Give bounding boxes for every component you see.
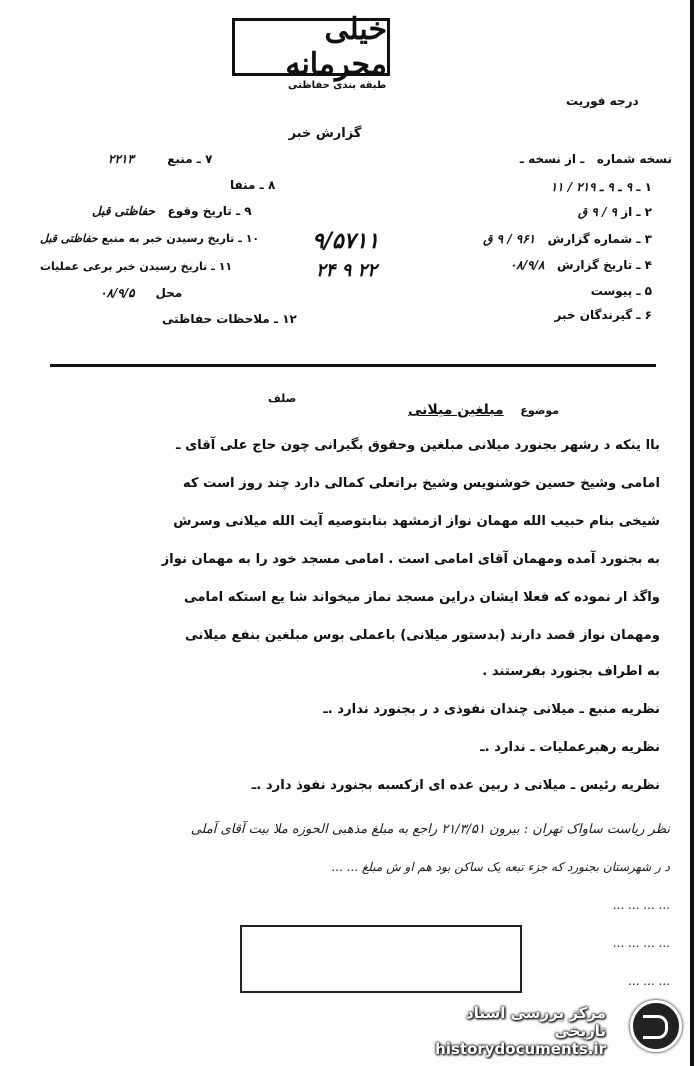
subject-side-note: صلف bbox=[268, 392, 297, 405]
field-2: ۲ ـ از ۹ / ۹ ق bbox=[577, 205, 652, 219]
handwritten-boxed-area bbox=[240, 925, 522, 993]
body-line-1: باا ینکه د رشهر بجنورد میلانی مبلغین وحقوق بگیرانی چون حاج علی آقای ـ bbox=[176, 438, 660, 453]
body-line-2: امامی وشیخ حسین خوشنویس وشیخ براتعلی کمالی دارد چند روز است که bbox=[182, 476, 660, 491]
body-line-4: به بجنورد آمده ومهمان آقای امامی است . امامی مسجد خود را به مهمان نواز bbox=[161, 552, 660, 567]
field-4-report-date: ۴ ـ تاریخ گزارش ۰۸/۹/۸ bbox=[509, 258, 652, 272]
handwritten-report-number: ۹/۵۷۱۱ bbox=[312, 228, 380, 254]
field-8: ۸ ـ منفا bbox=[230, 178, 276, 192]
body-line-6: ومهمان نواز قصد دارند (بدستور میلانی) باعملی بوس مبلغین بنفع میلانی bbox=[185, 628, 660, 643]
watermark bbox=[416, 1004, 606, 1058]
opinion-source: نظریه منبع ـ میلانی چندان نفوذی د ر بجنورد ندارد .ـ bbox=[323, 702, 660, 717]
watermark-title: مرکز بررسی اسناد تاریخی bbox=[466, 1004, 606, 1040]
field-3-report-number: ۳ ـ شماره گزارش ۹۶۱ / ۹ ق bbox=[483, 232, 652, 246]
handwritten-note-1: نظر ریاست ساواک تهران : بیرون ۲۱/۳/۵۱ راجع به مبلغ مذهبی الحوزه ملا بیت آقای آملی bbox=[190, 822, 670, 837]
field-5-attachment: ۵ ـ پیوست bbox=[590, 284, 652, 298]
page-edge bbox=[690, 0, 694, 1066]
field-10-receipt-date: ۱۰ ـ تاریخ رسیدن خبر به منبع حفاظتی قبل bbox=[40, 232, 260, 245]
report-title: گزارش خبر bbox=[288, 126, 362, 141]
field-9-occurrence-date: ۹ ـ تاریخ وقوع حفاظتی قبل bbox=[92, 204, 252, 218]
handwritten-note-3: ... ... ... ... bbox=[612, 898, 670, 912]
handwritten-note-2: د ر شهرستان بجنورد که جزء تبعه یک ساکن بود هم او ش مبلغ ... ... bbox=[331, 860, 670, 874]
handwritten-date: ۲۲ ۹ ۲۴ bbox=[316, 260, 377, 281]
watermark-url: historydocuments.ir bbox=[435, 1040, 606, 1058]
field-11-operations-date: ۱۱ ـ تاریخ رسیدن خبر برعی عملیات bbox=[40, 260, 233, 273]
classification-stamp: خیلی محرمانه bbox=[232, 18, 390, 76]
field-12-remarks: ۱۲ ـ ملاحظات حفاظتی bbox=[162, 312, 297, 326]
subject-line: موضوع مبلغین میلانی bbox=[408, 402, 560, 418]
field-1: ۱ ـ ۹ ـ ۹ ـ ۲۱۹ / ۱۱ bbox=[550, 180, 652, 194]
body-line-7: به اطراف بجنورد بفرستند . bbox=[482, 664, 660, 679]
field-6-recipients: ۶ ـ گیرندگان خبر bbox=[554, 308, 652, 322]
handwritten-note-5: ... ... ... bbox=[628, 974, 670, 988]
priority-label: درجه فوریت bbox=[566, 94, 639, 108]
handwritten-note-4: ... ... ... ... bbox=[612, 936, 670, 950]
body-line-5: واگذ ار نموده که فعلا ایشان دراین مسجد نماز میخواند شا یع استکه امامی bbox=[184, 590, 660, 605]
field-7-source: ۷ ـ منبع ۲۲۱۳ bbox=[108, 152, 213, 166]
archive-logo-icon bbox=[630, 1000, 682, 1052]
body-line-3: شیخی بنام حبیب الله مهمان نواز ازمشهد بنابتوصیه آیت الله میلانی وسرش bbox=[173, 514, 660, 529]
opinion-chief: نظریه رئیس ـ میلانی د ربین عده ای ازکسبه بجنورد نفوذ دارد .ـ bbox=[251, 778, 660, 793]
field-place: محل ۰۸/۹/۵ bbox=[100, 286, 183, 300]
field-copy-label: نسخه شماره ـ از نسخه ـ bbox=[519, 152, 672, 166]
divider bbox=[50, 364, 656, 367]
opinion-operations: نظریه رهبرعملیات ـ ندارد .ـ bbox=[480, 740, 660, 755]
classification-label: طبقه بندی حفاظتی bbox=[288, 80, 387, 91]
